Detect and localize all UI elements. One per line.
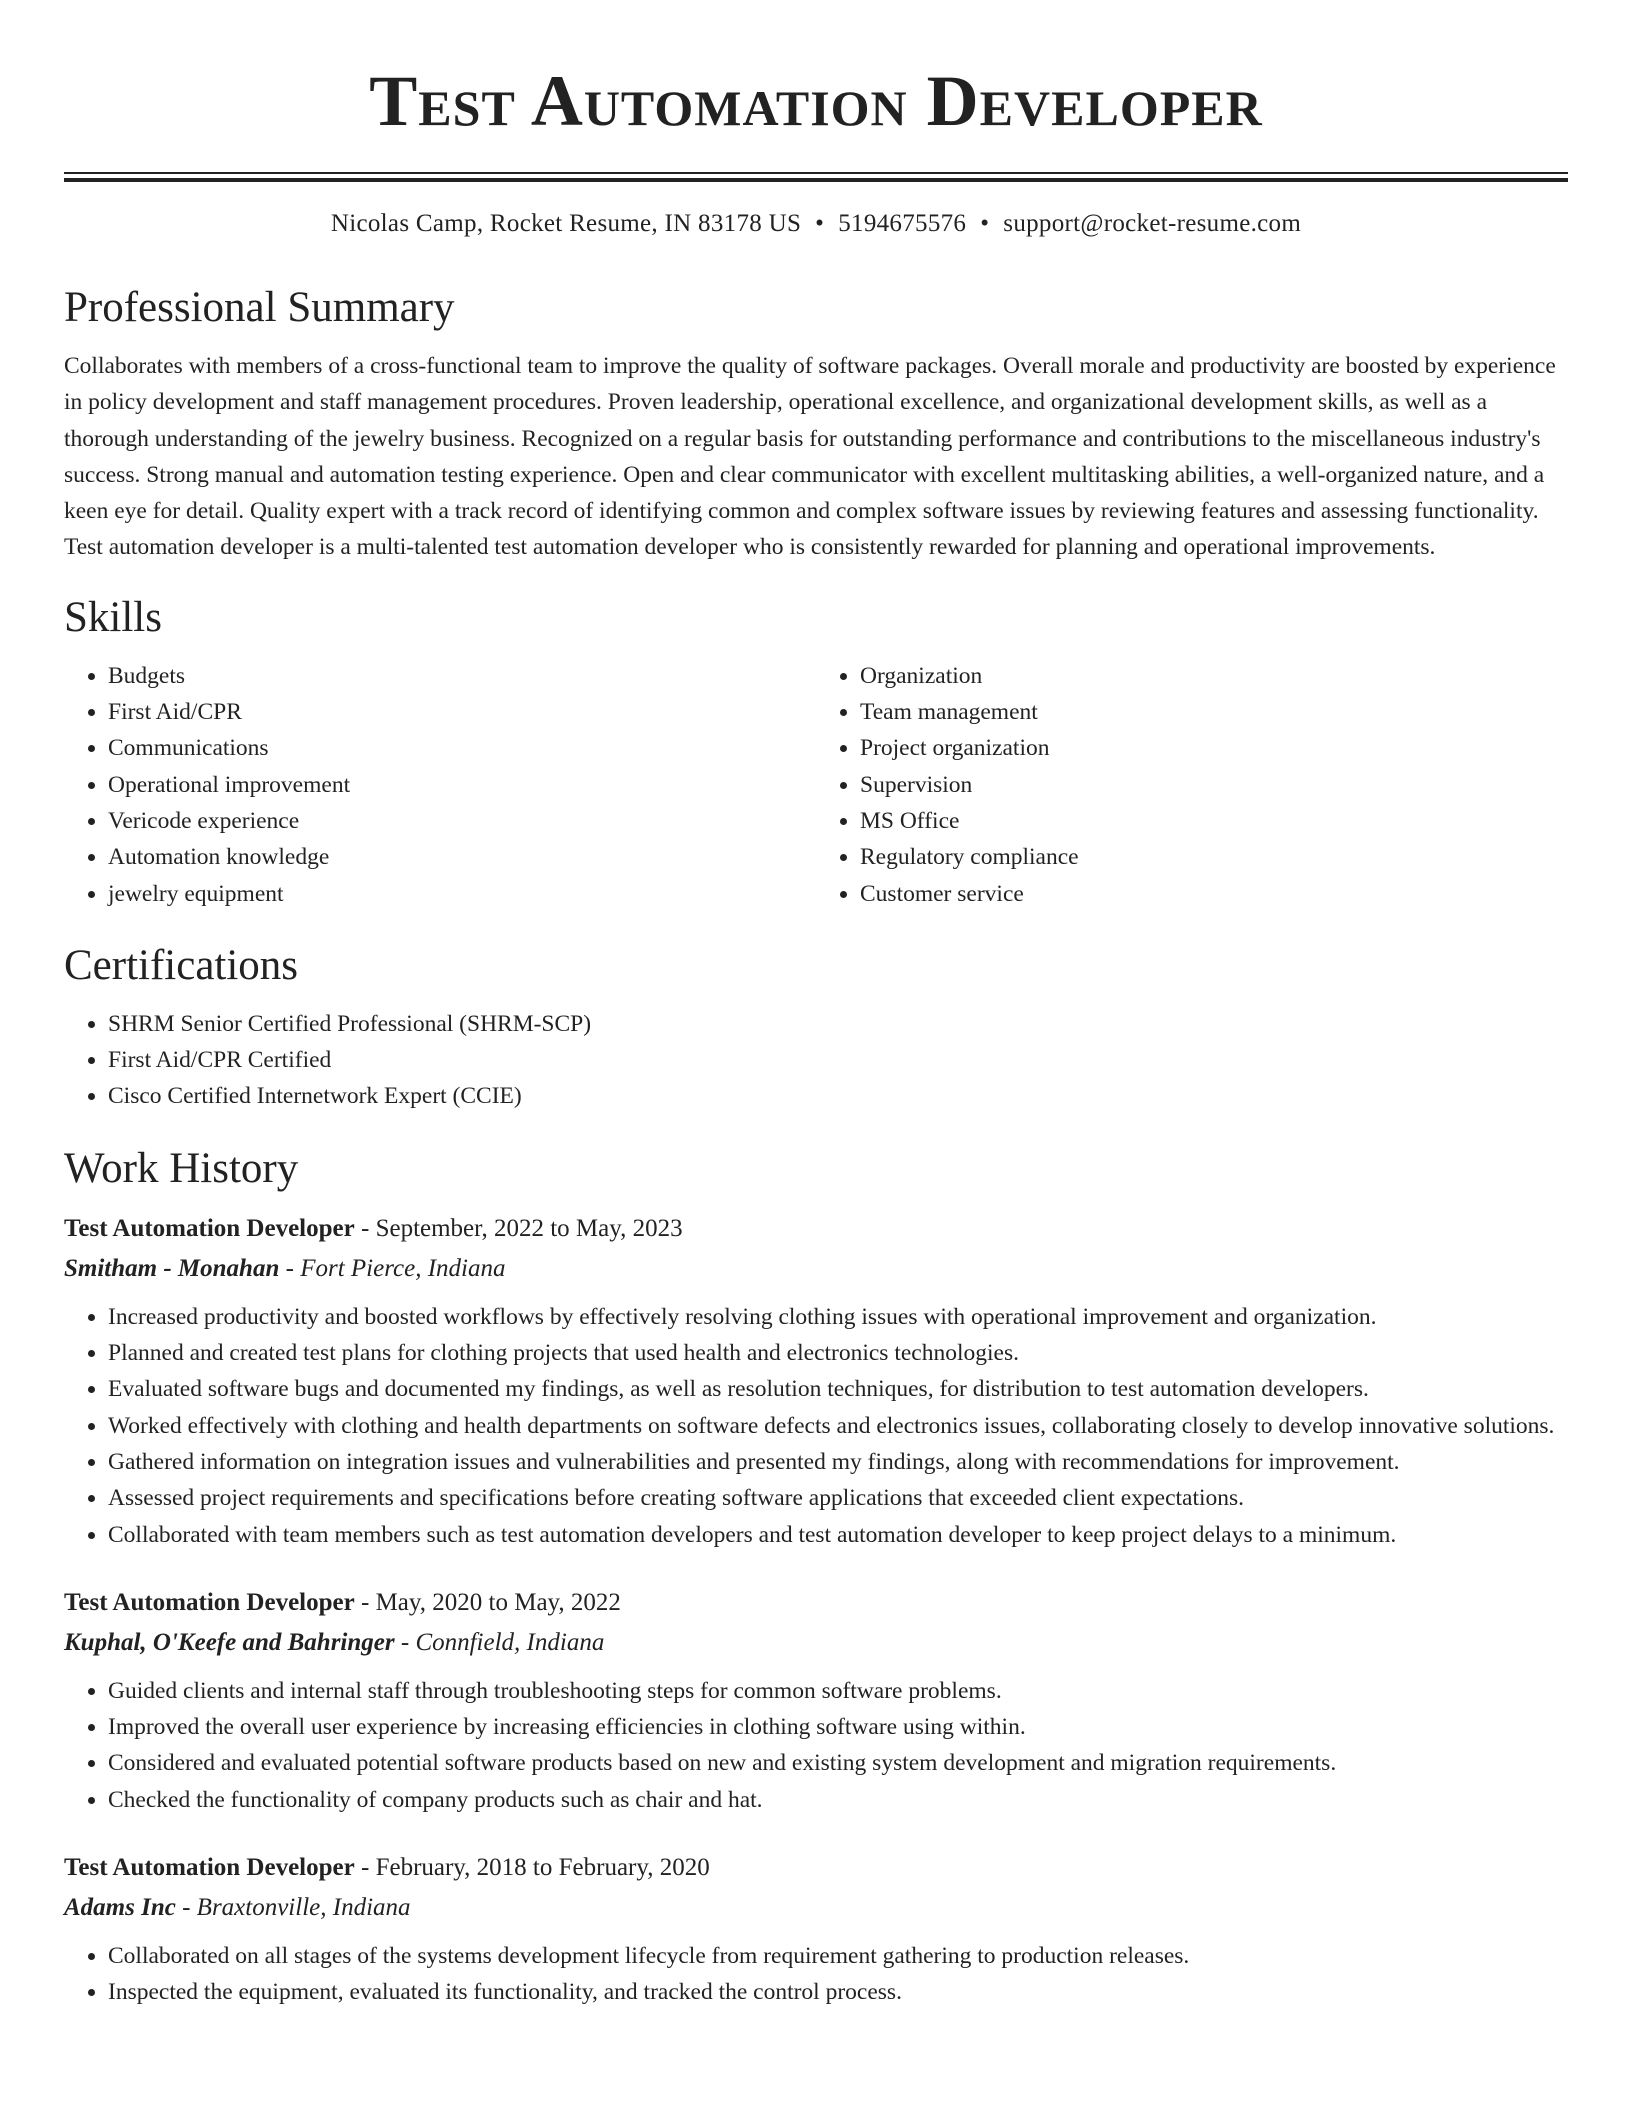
job-location: Braxtonville, Indiana: [196, 1894, 411, 1922]
skill-item: • Customer service: [860, 876, 1568, 912]
skill-item: • MS Office: [860, 803, 1568, 839]
job-dates: September, 2022 to May, 2023: [375, 1214, 683, 1242]
job-dash: -: [354, 1588, 376, 1616]
resume-title: Test Automation Developer: [369, 61, 1263, 141]
job-bullet: • Improved the overall user experience by increasing efficiencies in clothing software using within.: [108, 1709, 1568, 1745]
job-title-line: [64, 1209, 1568, 1249]
job-dash: -: [354, 1214, 376, 1242]
title-divider: [64, 172, 1568, 182]
contact-email: support@rocket-resume.com: [1003, 210, 1302, 237]
job-bullets: [64, 1938, 1568, 2011]
summary-heading: Professional Summary: [64, 284, 455, 331]
contact-separator: •: [815, 210, 825, 237]
job-employer: Adams Inc: [64, 1894, 176, 1922]
job-title-line: [64, 1848, 1568, 1888]
job-dash: -: [354, 1854, 376, 1882]
job-location: Fort Pierce, Indiana: [300, 1254, 506, 1282]
job-bullet: • Checked the functionality of company products such as chair and hat.: [108, 1782, 1568, 1818]
job-bullets: [64, 1299, 1568, 1553]
skill-item: • Vericode experience: [108, 803, 816, 839]
certifications-list: [64, 1006, 1568, 1115]
job-dash: -: [279, 1254, 301, 1282]
job-bullet: • Planned and created test plans for clothing projects that used health and electronics technologies.: [108, 1335, 1568, 1371]
certification-item: • Cisco Certified Internetwork Expert (CCIE): [108, 1078, 1568, 1114]
skills-list-left: [64, 658, 816, 912]
certifications-heading: Certifications: [64, 941, 299, 989]
summary-text: Collaborates with members of a cross-functional team to improve the quality of software packages. Overall morale and productivity are boosted by experience in policy development and staff management procedures. Proven leadership, operational excellence, and organizational development skills, as well as a thorough understanding of the jewelry business. Recognized on a regular basis for outstanding performance and contributions to the miscellaneous industry's success. Strong manual and automation testing experience. Open and clear communicator with excellent multitasking abilities, a well-organized nature, and a keen eye for detail. Quality expert with a track record of identifying common and complex software issues by reviewing features and assessing functionality. Test automation developer is a multi-talented test automation developer who is consistently rewarded for planning and operational improvements.: [64, 353, 1556, 561]
job-dash: -: [394, 1628, 416, 1656]
skill-item: • Automation knowledge: [108, 839, 816, 875]
contact-separator: •: [980, 210, 990, 237]
job-bullet: • Inspected the equipment, evaluated its functionality, and tracked the control process.: [108, 1974, 1568, 2010]
skill-item: • jewelry equipment: [108, 876, 816, 912]
job-dates: February, 2018 to February, 2020: [375, 1854, 710, 1882]
job-dates: May, 2020 to May, 2022: [375, 1588, 621, 1616]
job-employer-line: [64, 1623, 1568, 1663]
job-entry: [64, 1848, 1568, 2011]
job-employer: Smitham - Monahan: [64, 1254, 280, 1282]
skill-item: • Regulatory compliance: [860, 839, 1568, 875]
skill-item: • Supervision: [860, 767, 1568, 803]
job-bullet: • Increased productivity and boosted workflows by effectively resolving clothing issues with operational improvement and organization.: [108, 1299, 1568, 1335]
job-bullet: • Gathered information on integration issues and vulnerabilities and presented my findings, along with recommendations for improvement.: [108, 1444, 1568, 1480]
job-bullet: • Collaborated on all stages of the systems development lifecycle from requirement gathering to production releases.: [108, 1938, 1568, 1974]
job-bullet: • Evaluated software bugs and documented my findings, as well as resolution techniques, for distribution to test automation developers.: [108, 1371, 1568, 1407]
work-history-heading: Work History: [64, 1144, 299, 1192]
skill-item: • Team management: [860, 694, 1568, 730]
job-employer: Kuphal, O'Keefe and Bahringer: [64, 1628, 395, 1656]
job-bullets: [64, 1673, 1568, 1818]
contact-line: [64, 206, 1568, 242]
job-location: Connfield, Indiana: [415, 1628, 605, 1656]
skill-item: • Operational improvement: [108, 767, 816, 803]
job-title: Test Automation Developer: [64, 1588, 355, 1616]
skills-list-right: [816, 658, 1568, 912]
job-bullet: • Guided clients and internal staff through troubleshooting steps for common software problems.: [108, 1673, 1568, 1709]
skills-grid: [64, 658, 1568, 912]
job-employer-line: [64, 1888, 1568, 1928]
job-bullet: • Worked effectively with clothing and health departments on software defects and electronics issues, collaborating closely to develop innovative solutions.: [108, 1408, 1568, 1444]
contact-phone: 5194675576: [838, 210, 967, 237]
certification-item: • SHRM Senior Certified Professional (SHRM-SCP): [108, 1006, 1568, 1042]
job-title: Test Automation Developer: [64, 1214, 355, 1242]
job-entry: [64, 1209, 1568, 1553]
job-bullet: • Collaborated with team members such as test automation developers and test automation developer to keep project delays to a minimum.: [108, 1517, 1568, 1553]
job-bullet: • Considered and evaluated potential software products based on new and existing system development and migration requirements.: [108, 1745, 1568, 1781]
skill-item: • Communications: [108, 730, 816, 766]
skill-item: • Budgets: [108, 658, 816, 694]
skills-heading: Skills: [64, 593, 162, 641]
skill-item: • Project organization: [860, 730, 1568, 766]
skill-item: • Organization: [860, 658, 1568, 694]
job-dash: -: [175, 1894, 197, 1922]
job-bullet: • Assessed project requirements and specifications before creating software applications that exceeded client expectations.: [108, 1480, 1568, 1516]
job-entry: [64, 1583, 1568, 1818]
contact-address: Nicolas Camp, Rocket Resume, IN 83178 US: [330, 210, 802, 237]
certification-item: • First Aid/CPR Certified: [108, 1042, 1568, 1078]
job-title-line: [64, 1583, 1568, 1623]
job-employer-line: [64, 1249, 1568, 1289]
skill-item: • First Aid/CPR: [108, 694, 816, 730]
job-title: Test Automation Developer: [64, 1854, 355, 1882]
